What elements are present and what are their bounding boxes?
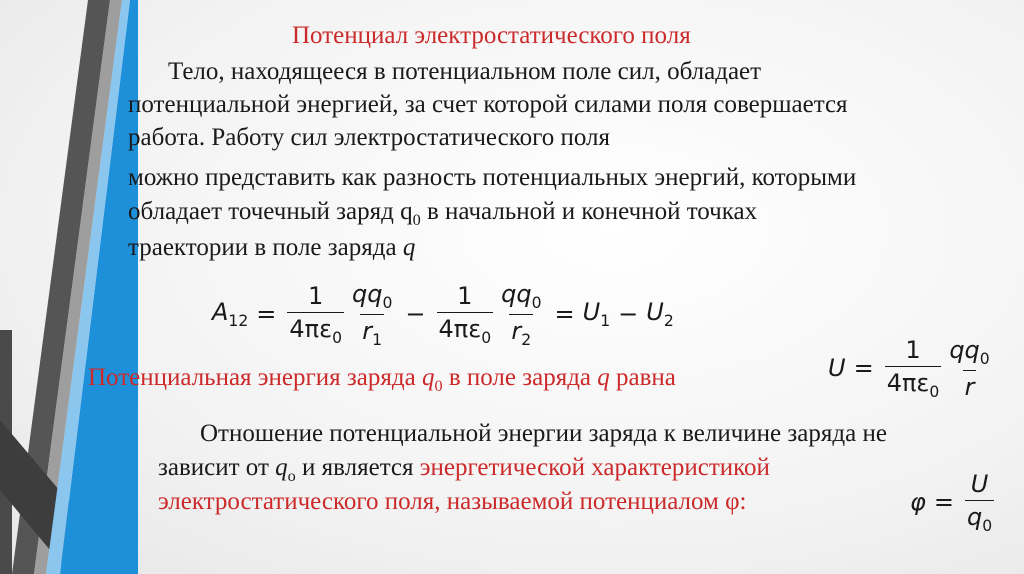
paragraph2-line-3: электростатического поля, называемой потенциалом φ: — [158, 488, 747, 515]
energy-statement: Потенциальная энергия заряда $q_0$ в поле заряда q равна — [88, 364, 676, 395]
paragraph-line-4: можно представить как разность потенциальных энергий, которыми — [128, 164, 857, 191]
slide-title: Потенциал электростатического поля — [292, 22, 691, 49]
paragraph2-line-1: Отношение потенциальной энергии заряда к величине заряда не — [200, 420, 887, 447]
decorative-stripes — [0, 0, 140, 574]
paragraph2-line-2: зависит от $q_o$ и является энергетической характеристикой — [158, 454, 770, 485]
potential-formula: φ = $\frac{U}{q_0}$ — [910, 470, 993, 535]
paragraph-line-5: обладает точечный заряд $q_0$ в начальной и конечной точках — [128, 198, 758, 229]
paragraph-line-2: потенциальной энергией, за счет которой силами поля совершается — [128, 91, 848, 118]
paragraph-line-3: работа. Работу сил электростатического поля — [128, 124, 611, 151]
energy-formula: U = $\frac{1}{4\pi\varepsilon_0}$ $\frac{qq_0}{r}$ — [828, 336, 990, 401]
paragraph-line-1: Тело, находящееся в потенциальном поле сил, обладает — [168, 58, 762, 85]
paragraph-line-6: траектории в поле заряда q — [128, 234, 416, 261]
work-formula: $A_{12}$ = $\frac{1}{4\pi\varepsilon_0}$ $\frac{qq_0}{r_1}$ − $\frac{1}{4\pi\varepsilon_0}$ $\frac{qq_0}{r_2}$ = $U_1$ − $U_2$ — [212, 280, 674, 349]
